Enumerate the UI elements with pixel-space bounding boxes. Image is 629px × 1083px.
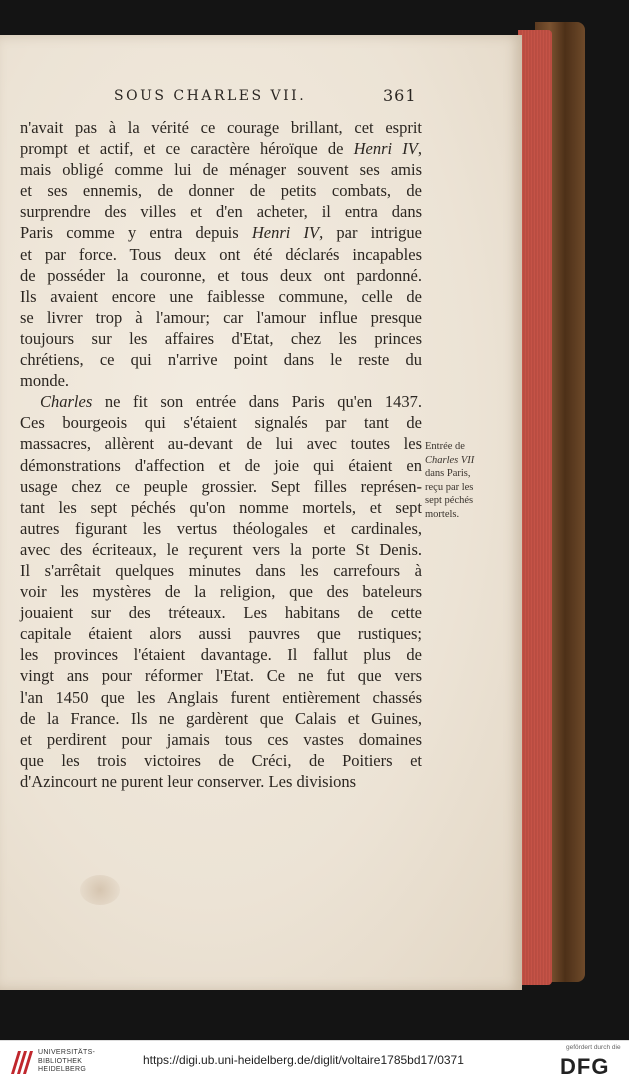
text-line: se livrer trop à l'amour; car l'amour influe presque bbox=[20, 307, 422, 327]
text-line: d'Azincourt ne purent leur conserver. Les divisions bbox=[20, 771, 357, 791]
text-line: mais obligé comme lui de ménager souvent ses amis bbox=[20, 160, 422, 180]
text-line: toujours sur les affaires d'Etat, chez les princes bbox=[20, 328, 422, 348]
text-line: prompt et actif, et ce caractère héroïque de Henri IV, bbox=[20, 139, 422, 159]
text-line: et par force. Tous deux ont été déclarés incapables bbox=[20, 244, 422, 264]
text-line: capitale étaient alors aussi pauvres que rustiques; bbox=[20, 624, 422, 644]
text-line: tant les sept péchés qu'on nomme mortels, et sept bbox=[20, 497, 422, 517]
page-edges bbox=[518, 30, 552, 985]
text-line: monde. bbox=[20, 371, 70, 391]
margin-note-line: sept péchés bbox=[425, 495, 474, 506]
text-line: usage chez ce peuple grossier. Sept filles représen- bbox=[20, 476, 422, 496]
text-line: Ils avaient encore une faiblesse commune, celle de bbox=[20, 286, 422, 306]
permalink-url[interactable]: https://digi.ub.uni-heidelberg.de/diglit/voltaire1785bd17/0371 bbox=[143, 1053, 464, 1067]
text-line: de la France. Ils ne gardèrent que Calais et Guines, bbox=[20, 708, 422, 728]
text-line: surprendre des villes et d'en acheter, il entra dans bbox=[20, 202, 422, 222]
margin-note-line: reçu par les bbox=[425, 481, 474, 493]
text-line: n'avait pas à la vérité ce courage brillant, cet esprit bbox=[20, 118, 422, 137]
institution-name: UNIVERSITÄTS- BIBLIOTHEK HEIDELBERG bbox=[38, 1049, 96, 1073]
text-line: autres figurant les vertus théologales et cardinales, bbox=[20, 518, 422, 538]
margin-note-line: Charles VII bbox=[425, 454, 475, 466]
text-line: les provinces l'étaient davantage. Il fallut plus de bbox=[20, 645, 422, 665]
running-head-title: SOUS CHARLES VII. bbox=[114, 88, 307, 104]
text-line: et perdirent pour jamais tous ces vastes domaines bbox=[20, 729, 422, 749]
margin-note-line: Entrée de bbox=[425, 441, 465, 452]
text-line: massacres, allèrent au-devant de lui avec toutes les bbox=[20, 434, 422, 454]
funded-by-label: gefördert durch die bbox=[566, 1044, 621, 1051]
margin-note-line: dans Paris, bbox=[425, 468, 471, 479]
text-line: chrétiens, ce qui n'arrive point dans le reste du bbox=[20, 350, 422, 370]
text-line: Il s'arrêtait quelques minutes dans les carrefours à bbox=[20, 560, 422, 580]
text-line: de posséder la couronne, et tous deux ont pardonné. bbox=[20, 265, 422, 285]
text-line: Ces bourgeois qui s'étaient signalés par tant de bbox=[20, 413, 422, 433]
text-line: que les trois victoires de Créci, de Poitiers et bbox=[20, 750, 422, 770]
page-number: 361 bbox=[383, 86, 417, 105]
text-line: vingt ans pour réformer l'Etat. Ce ne fut que vers bbox=[20, 666, 422, 686]
text-line: Charles ne fit son entrée dans Paris qu'en 1437. bbox=[40, 392, 422, 412]
footer-bar bbox=[0, 1040, 629, 1083]
margin-note-line: mortels. bbox=[425, 508, 460, 520]
dfg-logo: DFG bbox=[560, 1054, 610, 1079]
text-line: jouaient sur des tréteaux. Les habitans de cette bbox=[20, 603, 422, 623]
body-text bbox=[20, 117, 422, 792]
text-line: et ses ennemis, de donner de petits combats, de bbox=[20, 181, 422, 201]
text-line: avec des écriteaux, le reçurent vers la porte St Denis. bbox=[20, 539, 422, 559]
text-line: voir les mystères de la religion, que des bateleurs bbox=[20, 582, 422, 602]
text-line: l'an 1450 que les Anglais furent entièrement chassés bbox=[20, 687, 422, 707]
text-line: Paris comme y entra depuis Henri IV, par intrigue bbox=[20, 223, 422, 243]
text-line: démonstrations d'affection et de joie qui étaient en bbox=[20, 455, 422, 475]
university-logo-icon bbox=[8, 1047, 34, 1077]
paper-stain bbox=[80, 875, 120, 905]
margin-note bbox=[425, 440, 505, 521]
